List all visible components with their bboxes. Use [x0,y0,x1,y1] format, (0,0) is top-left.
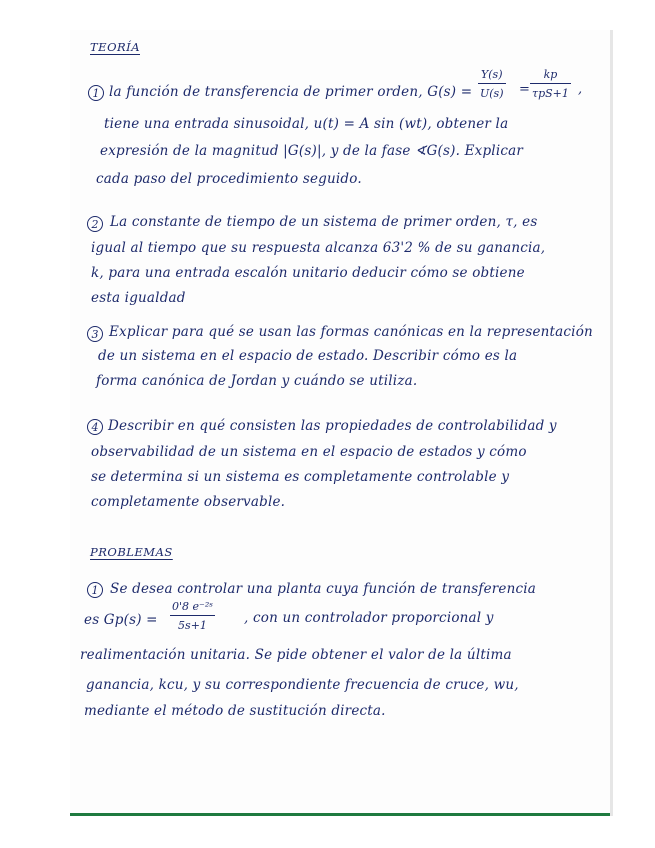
problem-1-number: 1 [87,582,103,598]
question-1-fraction-2-num: kp [530,68,571,84]
teoria-heading: TEORÍA [90,40,140,54]
problem-1-line-2-suffix: , con un controlador proporcional y [244,610,494,626]
problem-1-line-4: ganancia, kcu, y su correspondiente frecuencia de cruce, wu, [86,677,519,693]
question-1-number: 1 [88,85,104,101]
problem-1-line-1: Se desea controlar una planta cuya función de transferencia [110,581,537,597]
question-3-number: 3 [87,326,103,342]
question-4-line-3: se determina si un sistema es completamente controlable y [91,469,510,485]
question-2-line-4: esta igualdad [91,290,186,306]
question-1-fraction-1-den: U(s) [480,87,504,100]
question-3-line-3: forma canónica de Jordan y cuándo se utiliza. [96,373,418,389]
question-1-fraction-2-den: τpS+1 [532,87,569,100]
question-1-line-4: cada paso del procedimiento seguido. [96,171,362,187]
question-1-comma: , [578,82,583,97]
sheet-edge [610,30,613,816]
question-2-line-3: k, para una entrada escalón unitario deducir cómo se obtiene [91,265,525,281]
problem-1-line-5: mediante el método de sustitución directa. [84,703,386,719]
question-1-line-1: la función de transferencia de primer orden, G(s) = [109,84,473,100]
question-2-line-1: La constante de tiempo de un sistema de primer orden, τ, es [110,214,538,230]
question-2-line-2: igual al tiempo que su respuesta alcanza 63'2 % de su ganancia, [91,240,546,256]
question-2-number: 2 [87,216,103,232]
question-3-line-2: de un sistema en el espacio de estado. Describir cómo es la [98,348,518,364]
question-4-number: 4 [87,419,103,435]
question-1-equals: = [519,82,530,97]
problem-1-fraction-num: 0'8 e⁻²ˢ [170,600,215,616]
question-1-fraction-1 [478,68,506,100]
problemas-heading: PROBLEMAS [90,545,173,559]
problem-1-line-3: realimentación unitaria. Se pide obtener el valor de la última [80,647,512,663]
question-1-fraction-2 [530,68,571,100]
question-4-line-4: completamente observable. [91,494,286,510]
problem-1-line-2-prefix: es Gp(s) = [84,612,158,628]
question-4-line-1: Describir en qué consisten las propiedades de controlabilidad y [108,418,557,434]
problem-1-fraction-den: 5s+1 [178,619,207,632]
question-1-fraction-1-num: Y(s) [478,68,506,84]
question-1-line-2: tiene una entrada sinusoidal, u(t) = A sin (wt), obtener la [104,116,509,132]
problem-1-fraction [170,600,215,632]
question-1-line-3: expresión de la magnitud |G(s)|, y de la fase ∢G(s). Explicar [100,143,524,159]
question-3-line-1: Explicar para qué se usan las formas canónicas en la representación [109,324,593,340]
question-4-line-2: observabilidad de un sistema en el espacio de estados y cómo [91,444,527,460]
